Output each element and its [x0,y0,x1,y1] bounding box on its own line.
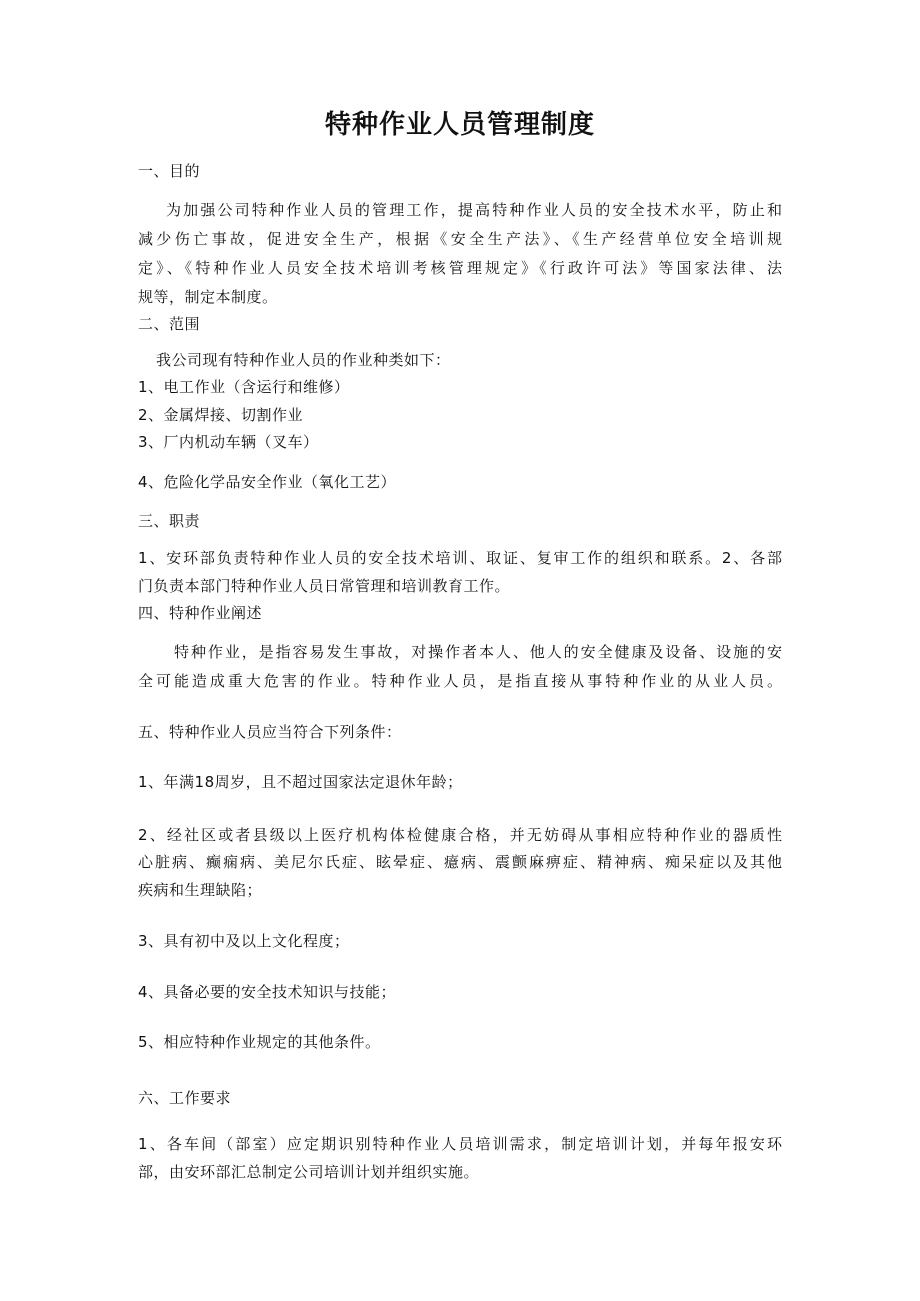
list-item: 4、危险化学品安全作业（氧化工艺） [138,473,397,491]
paragraph-line: 门负责本部门特种作业人员日常管理和培训教育工作。 [138,577,511,595]
section-heading-scope: 二、范围 [138,315,201,333]
paragraph-line: 1、安环部负责特种作业人员的安全技术培训、取证、复审工作的组织和联系。2、各部 [138,549,782,567]
paragraph-line: 我公司现有特种作业人员的作业种类如下： [156,351,451,369]
list-item: 1、年满18周岁，且不超过国家法定退休年龄； [138,773,463,791]
paragraph-line: 为加强公司特种作业人员的管理工作，提高特种作业人员的安全技术水平，防止和 [166,201,782,219]
paragraph-line: 规等，制定本制度。 [138,288,278,306]
document-title: 特种作业人员管理制度 [324,110,595,140]
section-heading-requirements: 六、工作要求 [138,1089,232,1107]
list-item: 3、具有初中及以上文化程度； [138,932,350,950]
paragraph-line: 减少伤亡事故，促进安全生产，根据《安全生产法》、《生产经营单位安全培训规 [138,230,782,248]
paragraph-line: 全可能造成重大危害的作业。特种作业人员，是指直接从事特种作业的从业人员。 [138,672,782,690]
list-item: 2、经社区或者县级以上医疗机构体检健康合格，并无妨碍从事相应特种作业的器质性 [138,826,782,844]
list-item: 4、具备必要的安全技术知识与技能； [138,983,397,1001]
paragraph-line: 疾病和生理缺陷； [138,881,263,899]
section-heading-responsibilities: 三、职责 [138,512,201,530]
list-item: 1、各车间（部室）应定期识别特种作业人员培训需求，制定培训计划，并每年报安环 [138,1135,782,1153]
paragraph-line: 部，由安环部汇总制定公司培训计划并组织实施。 [138,1163,480,1181]
section-heading-description: 四、特种作业阐述 [138,604,263,622]
paragraph-line: 心脏病、癫痫病、美尼尔氏症、眩晕症、癔病、震颤麻痹症、精神病、痴呆症以及其他 [138,853,782,871]
paragraph-line: 特种作业，是指容易发生事故，对操作者本人、他人的安全健康及设备、设施的安 [174,643,782,661]
section-heading-purpose: 一、目的 [138,162,201,180]
list-item: 1、电工作业（含运行和维修） [138,378,350,396]
list-item: 2、金属焊接、切割作业 [138,406,304,424]
paragraph-line: 定》、《特种作业人员安全技术培训考核管理规定》《行政许可法》等国家法律、法 [138,259,782,277]
list-item: 3、厂内机动车辆（叉车） [138,433,319,451]
list-item: 5、相应特种作业规定的其他条件。 [138,1033,381,1051]
section-heading-conditions: 五、特种作业人员应当符合下列条件： [138,723,402,741]
